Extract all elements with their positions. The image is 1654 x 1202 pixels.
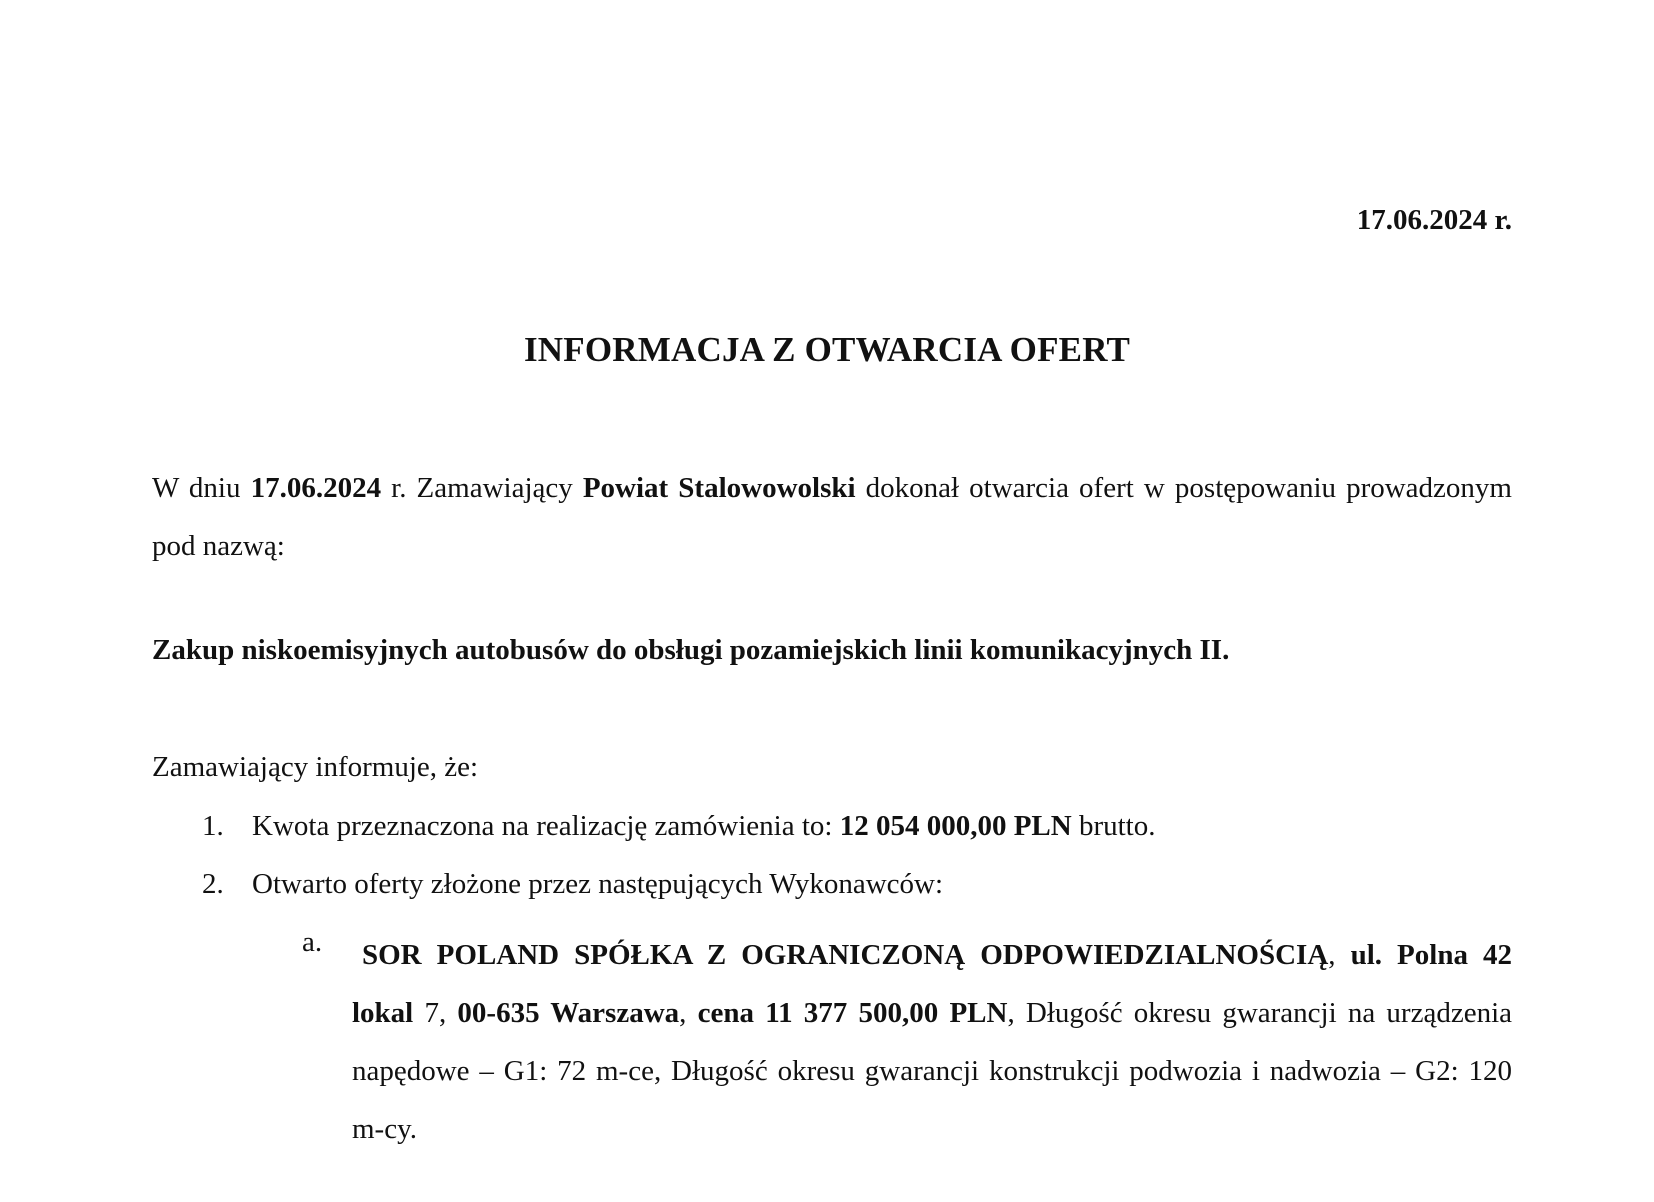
informs-line: Zamawiający informuje, że: xyxy=(152,751,479,783)
procurement-subject: Zakup niskoemisyjnych autobusów do obsługi pozamiejskich linii komunikacyjnych II. xyxy=(152,634,1230,666)
amount-suffix: brutto. xyxy=(1071,810,1156,842)
intro-client: Powiat Stalowowolski xyxy=(582,472,856,504)
offer-price: cena 11 377 500,00 PLN xyxy=(697,997,1008,1029)
list-number: 2. xyxy=(202,868,224,900)
offer-address-street: ul. Polna 42 lokal xyxy=(352,939,1512,1029)
amount-value: 12 054 000,00 PLN xyxy=(839,810,1072,842)
list-text xyxy=(252,810,1156,843)
intro-paragraph xyxy=(152,459,1512,575)
list-text: Otwarto oferty złożone przez następujących Wykonawców: xyxy=(252,868,944,900)
offer-sep: , xyxy=(679,997,698,1029)
document-title: INFORMACJA Z OTWARCIA OFERT xyxy=(523,330,1131,369)
offer-details: , Długość okresu gwarancji na urządzenia napędowe – G1: 72 m-ce, Długość okresu gwarancji konstrukcji podwozia i nadwozia – G2: 120 m-cy. xyxy=(352,997,1513,1145)
amount-label: Kwota przeznaczona na realizację zamówienia to: xyxy=(252,810,840,842)
offer-entry xyxy=(352,926,1512,1158)
intro-date: 17.06.2024 xyxy=(250,472,382,504)
document-date: 17.06.2024 r. xyxy=(1356,204,1512,236)
offer-company: SOR POLAND SPÓŁKA Z OGRANICZONĄ ODPOWIEDZIALNOŚCIĄ xyxy=(362,939,1329,971)
intro-suffix: dokonał otwarcia ofert w postępowaniu prowadzonym pod nazwą: xyxy=(152,472,1512,562)
list-number: 1. xyxy=(202,810,224,842)
offer-sep: , xyxy=(1328,939,1351,971)
intro-mid: r. Zamawiający xyxy=(381,472,583,504)
offer-address-city: 00-635 Warszawa xyxy=(457,997,680,1029)
offer-address-number: 7, xyxy=(413,997,458,1029)
offer-letter: a. xyxy=(302,926,323,958)
intro-prefix: W dniu xyxy=(152,472,251,504)
